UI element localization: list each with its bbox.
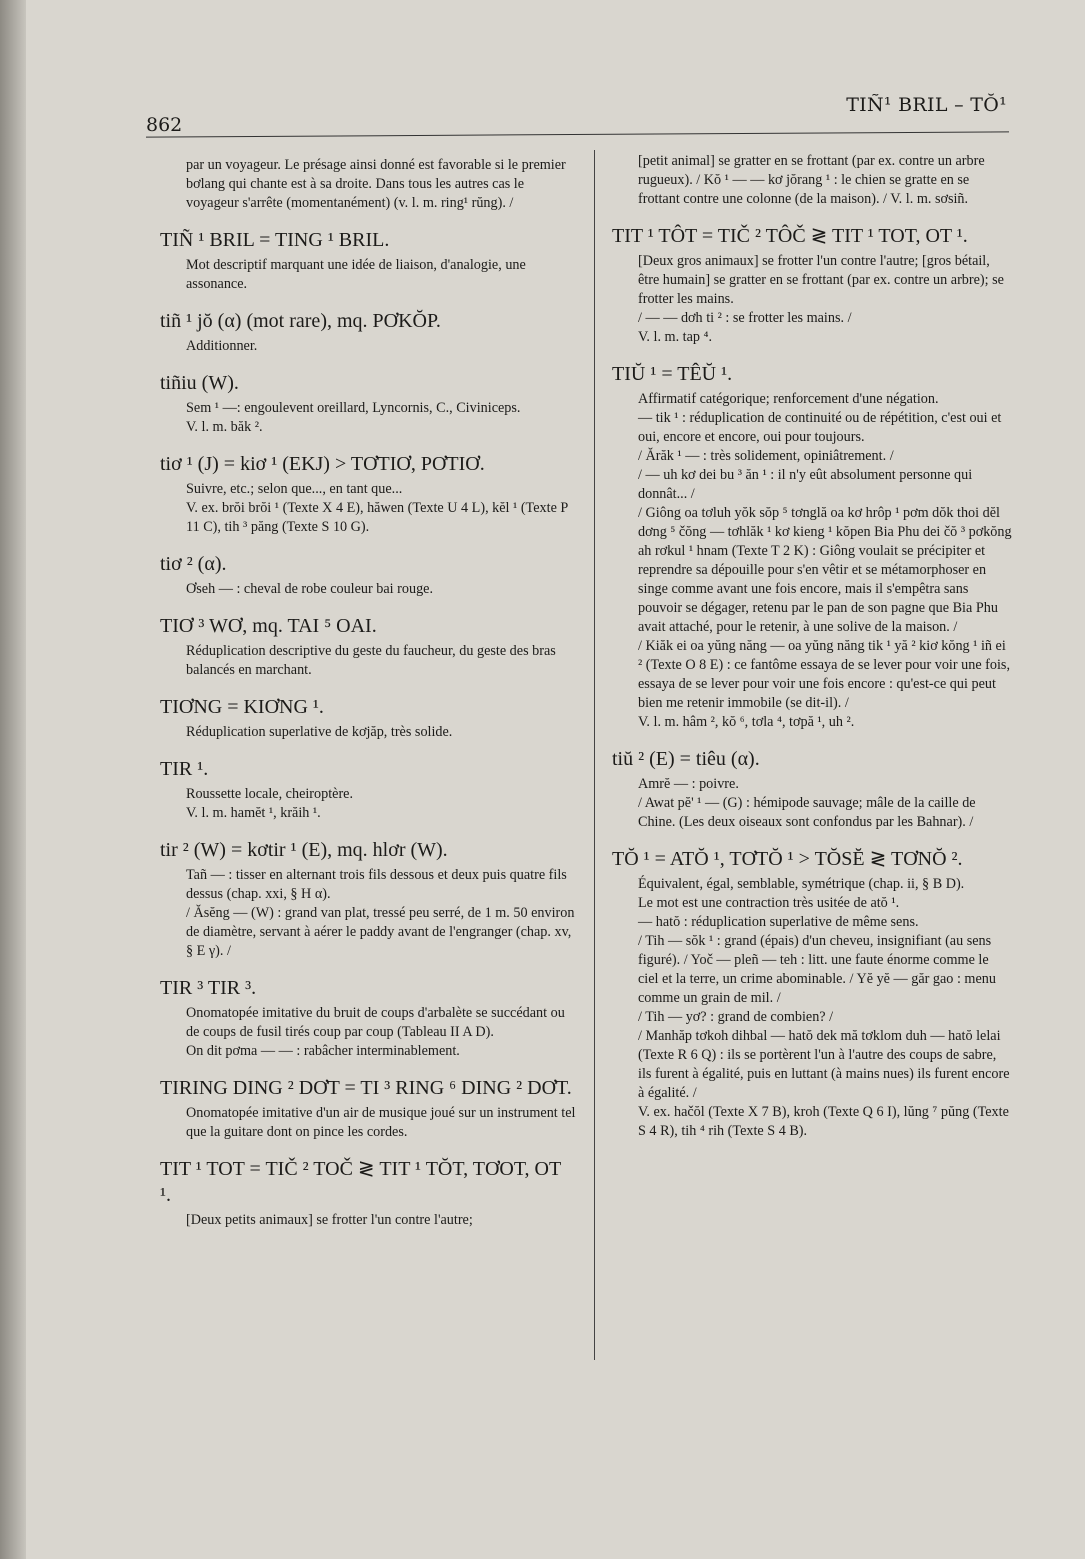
entry-definition: V. l. m. băk ². xyxy=(186,419,263,435)
page-number: 862 xyxy=(146,114,183,136)
dictionary-entry xyxy=(160,551,576,599)
entry-headword: tiñiu (W). xyxy=(160,372,239,394)
entry-definition: Réduplication superlative de kơjăp, très solide. xyxy=(186,724,453,740)
dictionary-entry xyxy=(160,837,576,961)
entry-headword: TIT ¹ TÔT = TIČ ² TÔČ ≷ TIT ¹ TOT, OT ¹. xyxy=(612,225,968,247)
entry-definition: Mot descriptif marquant une idée de liaison, d'analogie, une assonance. xyxy=(186,257,526,292)
left-column xyxy=(160,156,576,1244)
dictionary-entry xyxy=(160,308,576,356)
entry-definition: Ơseh — : cheval de robe couleur bai rouge. xyxy=(186,581,434,597)
entry-definition: Amrĕ — : poivre. xyxy=(638,776,739,792)
entry-definition: Sem ¹ —: engoulevent oreillard, Lyncornis, C., Civiniceps. xyxy=(186,400,521,416)
entry-headword: TIR ³ TIR ³. xyxy=(160,977,257,999)
dictionary-entry xyxy=(160,370,576,437)
entry-definition: Le mot est une contraction très usitée de atŏ ¹. xyxy=(638,895,900,911)
entry-definition: / Ărăk ¹ — : très solidement, opiniâtrement. / xyxy=(638,448,894,464)
entry-definition: — hatŏ : réduplication superlative de même sens. xyxy=(638,914,919,930)
entry-definition: / Manhăp tơkoh dihbal — hatŏ dek mă tơklom duh — hatŏ lelai (Texte R 6 Q) : ils se portèrent l'un à l'autre des coups de sabre, ils furent à égalité, puis en luttant (à mains nues) ils furent encore à égalité. / xyxy=(638,1028,1010,1101)
entry-definition: V. l. m. hâm ², kŏ ⁶, tơla ⁴, tơpă ¹, uh ². xyxy=(638,714,855,730)
entry-definition: Tañ — : tisser en alternant trois fils dessous et deux puis quatre fils dessus (chap. xxi, § H α). xyxy=(186,867,567,902)
dictionary-entry xyxy=(160,756,576,823)
entry-headword: TŎ ¹ = ATŎ ¹, TƠTŎ ¹ > TŎSĔ ≷ TƠNŎ ². xyxy=(612,848,963,870)
entry-headword: tiñ ¹ jŏ (α) (mot rare), mq. PƠKŎP. xyxy=(160,310,441,332)
entry-headword: TIŬ ¹ = TÊŬ ¹. xyxy=(612,363,733,385)
entry-headword: tiŭ ² (E) = tiêu (α). xyxy=(612,748,760,770)
entry-definition: Onomatopée imitative du bruit de coups d'arbalète se succédant ou de coups de fusil tirés coup par coup (Tableau II A D). xyxy=(186,1005,565,1040)
dictionary-entry xyxy=(160,1075,576,1142)
left-intro: par un voyageur. Le présage ainsi donné est favorable si le premier bơlang qui chante est à sa droite. Dans tous les autres cas le voyageur s'arrête (momentanément) (v. l. m. ring¹ rŭng). / xyxy=(186,157,566,211)
entry-headword: TIƠNG = KIƠNG ¹. xyxy=(160,696,324,718)
entry-definition: Additionner. xyxy=(186,338,258,354)
dictionary-entry xyxy=(612,361,1012,732)
entry-definition: V. l. m. hamĕt ¹, krăih ¹. xyxy=(186,805,321,821)
dictionary-entry xyxy=(612,746,1012,832)
entry-headword: tiơ ¹ (J) = kiơ ¹ (EKJ) > TƠTIƠ, PƠTIƠ. xyxy=(160,453,485,475)
entry-definition: — tik ¹ : réduplication de continuité ou de répétition, c'est oui et oui, encore et encore, oui pour toujours. xyxy=(638,410,1002,445)
dictionary-entry xyxy=(160,1156,576,1230)
entry-definition: V. l. m. tap ⁴. xyxy=(638,329,713,345)
entry-headword: tiơ ² (α). xyxy=(160,553,227,575)
entry-headword: TIÑ ¹ BRIL = TING ¹ BRIL. xyxy=(160,229,390,251)
entry-definition: V. ex. hačŏl (Texte X 7 B), kroh (Texte Q 6 I), lŭng ⁷ pŭng (Texte S 4 R), tih ⁴ rih (Texte S 4 B). xyxy=(638,1104,1009,1139)
entry-headword: tir ² (W) = kơtir ¹ (E), mq. hlơr (W). xyxy=(160,839,448,861)
dictionary-entry xyxy=(612,846,1012,1141)
entry-definition: [Deux petits animaux] se frotter l'un contre l'autre; xyxy=(186,1212,473,1228)
dictionary-entry xyxy=(160,975,576,1061)
entry-definition: / — — dơh ti ² : se frotter les mains. / xyxy=(638,310,852,326)
entry-definition: Onomatopée imitative d'un air de musique joué sur un instrument tel que la guitare dont on pince les cordes. xyxy=(186,1105,576,1140)
entry-definition: / Awat pĕ' ¹ — (G) : hémipode sauvage; mâle de la caille de Chine. (Les deux oiseaux sont confondus par les Bahnar). / xyxy=(638,795,976,830)
entry-definition: Affirmatif catégorique; renforcement d'une négation. xyxy=(638,391,939,407)
entry-definition: Roussette locale, cheiroptère. xyxy=(186,786,354,802)
dictionary-entry xyxy=(160,227,576,294)
entry-definition: / — uh kơ dei bu ³ ăn ¹ : il n'y eût absolument personne qui donnât... / xyxy=(638,467,973,502)
dictionary-entry xyxy=(612,223,1012,347)
entry-definition: V. ex. brŏi brŏi ¹ (Texte X 4 E), hăwen (Texte U 4 L), kĕl ¹ (Texte P 11 C), tih ³ păng (Texte S 10 G). xyxy=(186,500,568,535)
right-intro: [petit animal] se gratter en se frottant (par ex. contre un arbre rugueux). / Kŏ ¹ — — kơ jŏrang ¹ : le chien se gratte en se frottant contre une colonne (de la maison). / V. l. m. sơsiñ. xyxy=(638,153,985,207)
entry-definition: Équivalent, égal, semblable, symétrique (chap. ii, § B D). xyxy=(638,876,965,892)
entry-headword: TIRING DING ² DƠT = TI ³ RING ⁶ DING ² DƠT. xyxy=(160,1077,572,1099)
page-gutter-shadow xyxy=(0,0,26,1559)
entry-definition: Suivre, etc.; selon que..., en tant que... xyxy=(186,481,403,497)
entry-definition: / Tih — sŏk ¹ : grand (épais) d'un cheveu, insignifiant (au sens figuré). / Yoč — pleñ — teh : litt. une faute énorme comme le ciel et la terre, un crime abominable. / Yĕ yĕ — găr gao : menu comme un grain de mil. / xyxy=(638,933,996,1006)
header-rule xyxy=(146,131,1009,137)
dictionary-entry xyxy=(160,451,576,537)
column-divider xyxy=(594,150,595,1360)
entry-definition: / Giông oa tơluh yŏk sŏp ⁵ tơnglă oa kơ hrôp ¹ pơm dŏk thoi dĕl dơng ⁵ čŏng — tơhlăk ¹ kơ kieng ¹ kŏpen Bia Phu dei čŏ ³ pơkŏng ah rơkul ¹ hnam (Texte T 2 K) : Giông voulait se précipiter et reprendre sa dépouille pour s'en vêtir et se métamorphoser en singe comme avant une fois encore, mais il s'empêtra sans pouvoir se dégager, retenu par le pan de son pagne que Bia Phu avait attaché, pour le retenir, à une solive de la maison. / xyxy=(638,505,1012,635)
entry-headword: TIR ¹. xyxy=(160,758,209,780)
entry-definition: [Deux gros animaux] se frotter l'un contre l'autre; [gros bétail, être humain] se gratter en se frottant (par ex. contre un arbre); se frotter les mains. xyxy=(638,253,1004,307)
entry-headword: TIƠ ³ WƠ, mq. TAI ⁵ OAI. xyxy=(160,615,377,637)
entry-definition: Réduplication descriptive du geste du faucheur, du geste des bras balancés en marchant. xyxy=(186,643,556,678)
dictionary-entry xyxy=(160,613,576,680)
entry-definition: On dit pơma — — : rabâcher interminablement. xyxy=(186,1043,460,1059)
right-column xyxy=(612,152,1012,1155)
running-head: TIÑ¹ BRIL – TŎ¹ xyxy=(846,94,1007,116)
dictionary-entry xyxy=(160,694,576,742)
entry-definition: / Tih — yơ? : grand de combien? / xyxy=(638,1009,834,1025)
entry-headword: TIT ¹ TOT = TIČ ² TOČ ≷ TIT ¹ TŎT, TƠOT, OT ¹. xyxy=(160,1158,561,1206)
entry-definition: / Ăsĕng — (W) : grand van plat, tressé peu serré, de 1 m. 50 environ de diamètre, servant à aérer le paddy avant de l'engranger (chap. xv, § E γ). / xyxy=(186,905,575,959)
entry-definition: / Kiăk ei oa yŭng năng — oa yŭng năng tik ¹ yă ² kiơ kŏng ¹ iñ ei ² (Texte O 8 E) : ce fantôme essaya de se lever pour voir une fois, essaya de se lever pour voir une fois encore : qu'est-ce qui peut bien me retenir immobile (se dit-il). / xyxy=(638,638,1010,711)
